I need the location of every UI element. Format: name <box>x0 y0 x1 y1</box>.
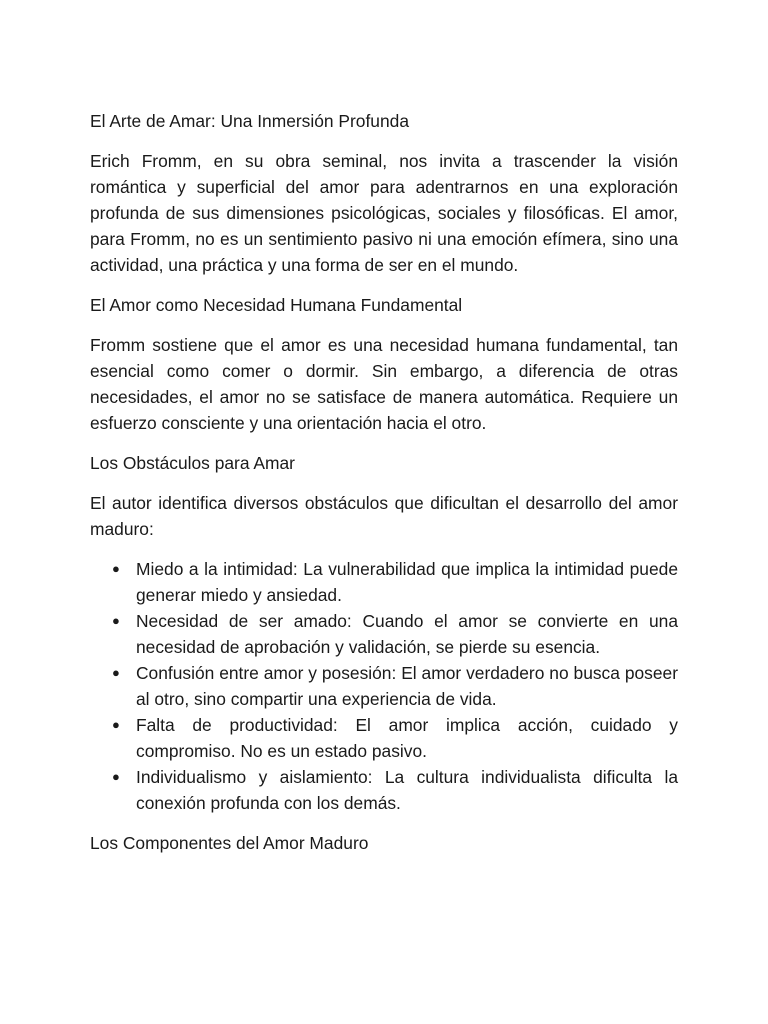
list-item-text: Confusión entre amor y posesión: El amor verdadero no busca poseer al otro, sino compartir una experiencia de vida. <box>136 663 678 709</box>
section-heading-componentes: Los Componentes del Amor Maduro <box>90 833 369 853</box>
list-item <box>112 712 678 764</box>
list-item-text: Individualismo y aislamiento: La cultura individualista dificulta la conexión profunda con los demás. <box>136 767 678 813</box>
bullet-icon: ● <box>112 769 120 784</box>
necesidad-paragraph: Fromm sostiene que el amor es una necesidad humana fundamental, tan esencial como comer o dormir. Sin embargo, a diferencia de otras necesidades, el amor no se satisface de manera automática. Requiere un esfuerzo consciente y una orientación hacia el otro. <box>90 335 678 433</box>
list-item-text: Falta de productividad: El amor implica acción, cuidado y compromiso. No es un estado pasivo. <box>136 715 678 761</box>
list-item <box>112 764 678 816</box>
bullet-icon: ● <box>112 561 120 576</box>
bullet-icon: ● <box>112 665 120 680</box>
list-item <box>112 556 678 608</box>
section-heading-necesidad: El Amor como Necesidad Humana Fundamental <box>90 295 463 315</box>
list-item <box>112 660 678 712</box>
obstaculos-paragraph: El autor identifica diversos obstáculos que dificultan el desarrollo del amor maduro: <box>90 493 678 539</box>
obstacles-list <box>90 556 678 816</box>
section-heading-obstaculos: Los Obstáculos para Amar <box>90 453 295 473</box>
document-page <box>90 108 678 870</box>
list-item-text: Miedo a la intimidad: La vulnerabilidad que implica la intimidad puede generar miedo y ansiedad. <box>136 559 678 605</box>
list-item <box>112 608 678 660</box>
bullet-icon: ● <box>112 717 120 732</box>
bullet-icon: ● <box>112 613 120 628</box>
intro-paragraph: Erich Fromm, en su obra seminal, nos invita a trascender la visión romántica y superficial del amor para adentrarnos en una exploración profunda de sus dimensiones psicológicas, sociales y filosóficas. El amor, para Fromm, no es un sentimiento pasivo ni una emoción efímera, sino una actividad, una práctica y una forma de ser en el mundo. <box>90 151 678 275</box>
document-title: El Arte de Amar: Una Inmersión Profunda <box>90 111 409 131</box>
list-item-text: Necesidad de ser amado: Cuando el amor se convierte en una necesidad de aprobación y validación, se pierde su esencia. <box>136 611 678 657</box>
